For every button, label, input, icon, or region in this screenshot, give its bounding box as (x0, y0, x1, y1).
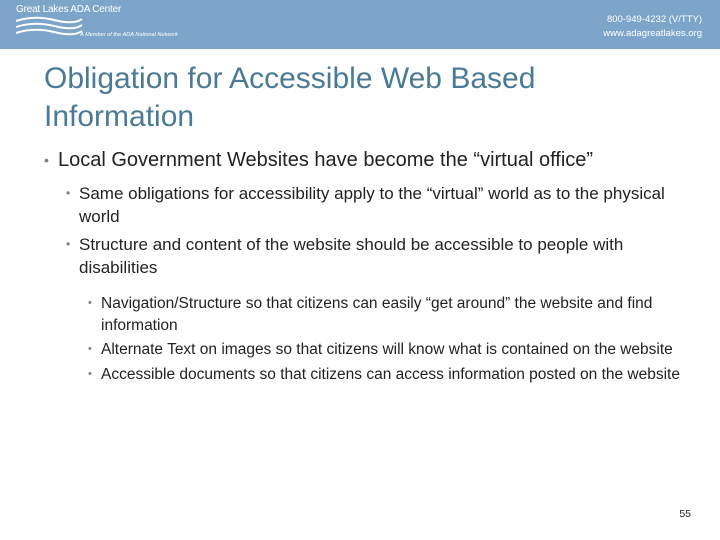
bullet-dot-icon: • (44, 152, 49, 168)
header-banner (0, 0, 720, 49)
bullet-dot-icon: • (88, 297, 92, 309)
bullet-dot-icon: • (88, 343, 92, 355)
great-lakes-ada-center-logo (14, 3, 214, 45)
bullet-sub-2-item-3-text: Accessible documents so that citizens can access information posted on the website (101, 365, 680, 383)
website-url: www.adagreatlakes.org (603, 28, 702, 39)
bullet-sub-2-text: Structure and content of the website should be accessible to people with disabilities (79, 235, 624, 277)
logo-text: Great Lakes ADA Center (16, 4, 122, 15)
bullet-sub-2 (66, 233, 689, 279)
page-number: 55 (679, 508, 691, 520)
logo-swoosh-icon (14, 15, 84, 39)
slide-title: Obligation for Accessible Web Based Information (44, 62, 536, 133)
bullet-sub-2-item-1-text: Navigation/Structure so that citizens can easily “get around” the website and find information (101, 295, 653, 334)
bullet-dot-icon: • (66, 237, 71, 251)
bullet-sub-1-text: Same obligations for accessibility apply to the “virtual” world as to the physical world (79, 184, 665, 226)
logo-tagline: A Member of the ADA National Network (80, 32, 178, 38)
bullet-sub-1 (66, 182, 689, 228)
bullet-sub-2-item-3 (88, 364, 691, 386)
slide-content (0, 148, 720, 385)
bullet-main (44, 148, 678, 172)
bullet-dot-icon: • (88, 367, 92, 380)
bullet-dot-icon: • (66, 186, 71, 200)
bullet-sub-2-item-1 (88, 293, 691, 336)
contact-info (603, 13, 702, 41)
bullet-sub-2-item-2 (88, 339, 691, 361)
bullet-sub-2-item-2-text: Alternate Text on images so that citizens will know what is contained on the website (101, 341, 673, 358)
bullet-main-text: Local Government Websites have become the “virtual office” (58, 149, 594, 171)
phone-number: 800-949-4232 (V/TTY) (606, 14, 702, 25)
